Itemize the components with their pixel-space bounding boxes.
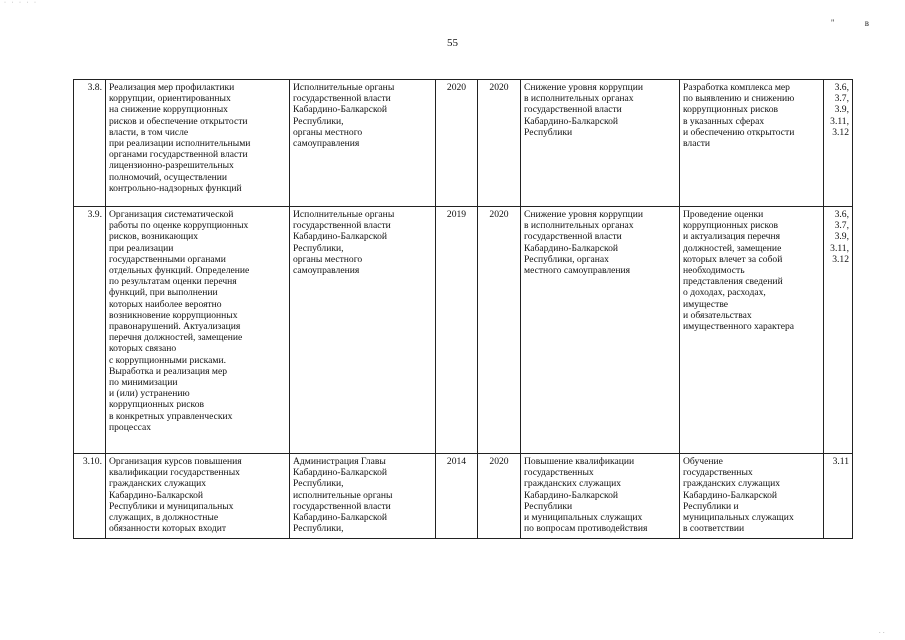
start-year-cell: 2020 [436, 80, 478, 207]
start-year-cell: 2014 [436, 454, 478, 539]
executors-cell: Администрация Главы Кабардино-Балкарской Республики, исполнительные органы государственной власти Кабардино-Балкарской Республики, [290, 454, 436, 539]
scan-artifact: · · [878, 629, 885, 637]
executors-cell: Исполнительные органы государственной власти Кабардино-Балкарской Республики, органы местного самоуправления [290, 207, 436, 454]
measure-cell: Реализация мер профилактики коррупции, ориентированных на снижение коррупционных рисков и обеспечение открытости власти, в том числе при реализации исполнительными органами государственной власти лицензионно-разрешительных полномочий, осуществлении контрольно-надзорных функций [106, 80, 290, 207]
row-number: 3.10. [74, 454, 106, 539]
table-row [74, 207, 853, 454]
refs-cell: 3.11 [824, 454, 853, 539]
link-cell: Обучение государственных гражданских служащих Кабардино-Балкарской Республики и муниципальных служащих в соответствии [680, 454, 824, 539]
link-cell: Разработка комплекса мер по выявлению и снижению коррупционных рисков в указанных сферах и обеспечению открытости власти [680, 80, 824, 207]
end-year-cell: 2020 [478, 454, 521, 539]
measure-cell: Организация систематической работы по оценке коррупционных рисков, возникающих при реализации государственными органами отдельных функций. Определение по результатам оценки перечня функций, при выполнении которых наиболее вероятно возникновение коррупционных правонарушений. Актуализация перечня должностей, замещение которых связано с коррупционными рисками. Выработка и реализация мер по минимизации и (или) устранению коррупционных рисков в конкретных управленческих процессах [106, 207, 290, 454]
result-cell: Снижение уровня коррупции в исполнительных органах государственной власти Кабардино-Балкарской Республики, органах местного самоуправления [521, 207, 680, 454]
end-year-cell: 2020 [478, 80, 521, 207]
start-year-cell: 2019 [436, 207, 478, 454]
result-cell: Повышение квалификации государственных гражданских служащих Кабардино-Балкарской Республики и муниципальных служащих по вопросам противодействия [521, 454, 680, 539]
corner-marks: " в [830, 18, 883, 28]
executors-cell: Исполнительные органы государственной власти Кабардино-Балкарской Республики, органы местного самоуправления [290, 80, 436, 207]
table-row [74, 80, 853, 207]
scan-artifact: · · · · · [4, 0, 38, 6]
result-cell: Снижение уровня коррупции в исполнительных органах государственной власти Кабардино-Балкарской Республики [521, 80, 680, 207]
refs-cell: 3.6, 3.7, 3.9, 3.11, 3.12 [824, 207, 853, 454]
row-number: 3.8. [74, 80, 106, 207]
table-row [74, 454, 853, 539]
page-number: 55 [447, 37, 458, 49]
measure-cell: Организация курсов повышения квалификации государственных гражданских служащих Кабардино-Балкарской Республики и муниципальных служащих, в должностные обязанности которых входит [106, 454, 290, 539]
refs-cell: 3.6, 3.7, 3.9, 3.11, 3.12 [824, 80, 853, 207]
link-cell: Проведение оценки коррупционных рисков и актуализация перечня должностей, замещение которых влечет за собой необходимость представления сведений о доходах, расходах, имуществе и обязательствах имущественного характера [680, 207, 824, 454]
end-year-cell: 2020 [478, 207, 521, 454]
row-number: 3.9. [74, 207, 106, 454]
measures-table [73, 79, 853, 539]
